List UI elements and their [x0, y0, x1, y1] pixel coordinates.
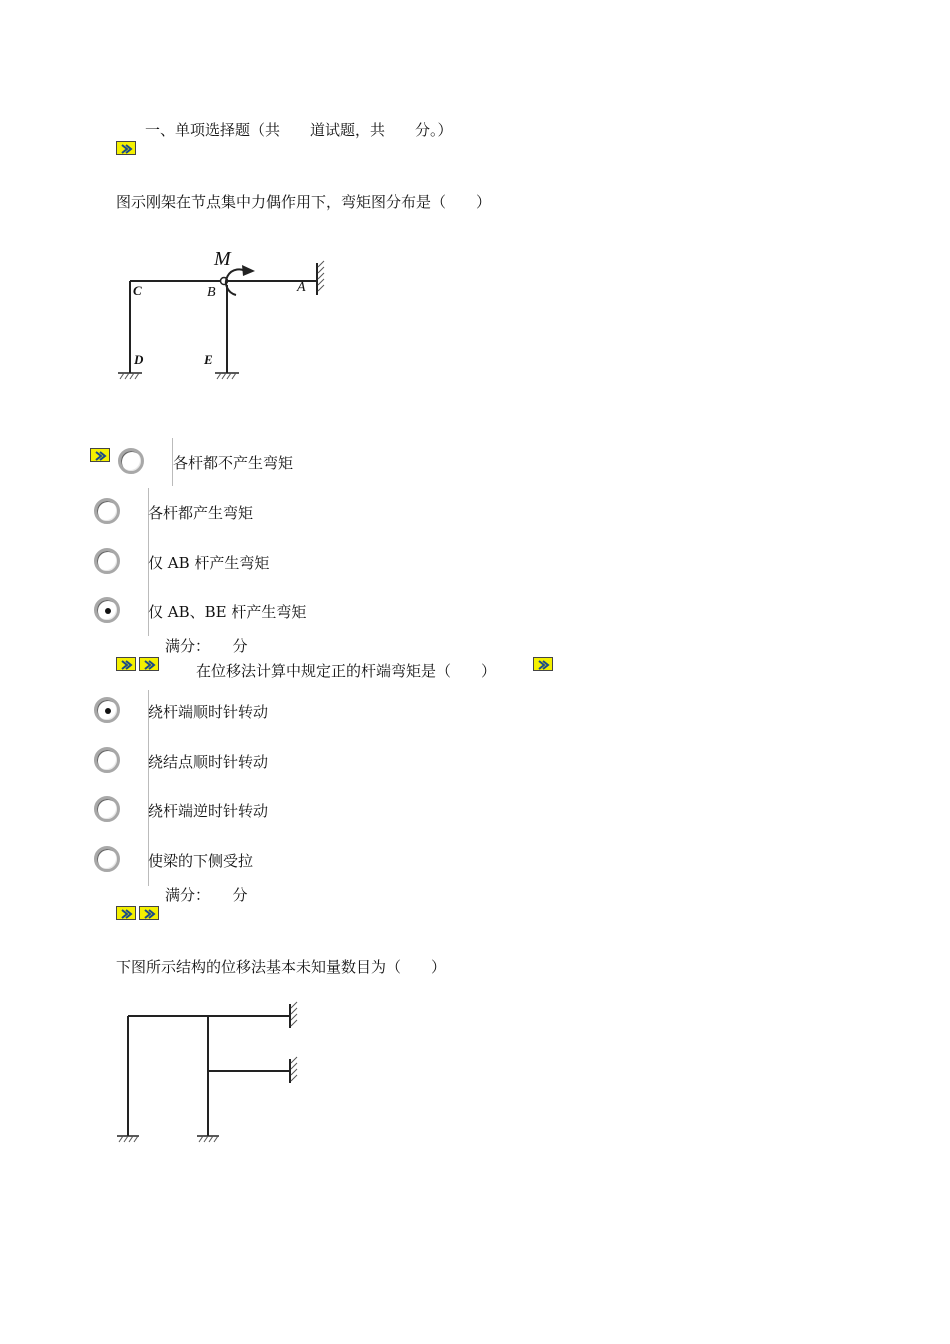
figure-label-e: E — [204, 352, 213, 367]
question-3-prompt: 下图所示结构的位移法基本未知量数目为（ ） — [116, 958, 447, 976]
figure-label-m: M — [214, 248, 231, 270]
bookmark-icon[interactable] — [139, 906, 159, 920]
rigid-frame-figure — [112, 245, 342, 385]
figure-label-a: A — [297, 280, 306, 295]
q1-option-a-label[interactable]: 各杆都不产生弯矩 — [173, 454, 294, 472]
q1-option-d-radio[interactable] — [94, 597, 120, 623]
bookmark-icon[interactable] — [139, 657, 159, 671]
q1-option-b-label[interactable]: 各杆都产生弯矩 — [148, 504, 254, 522]
figure-label-c: C — [133, 283, 142, 298]
bookmark-icon[interactable] — [116, 141, 136, 155]
question-2-prompt: 在位移法计算中规定正的杆端弯矩是（ ） — [196, 662, 497, 680]
section-heading: 一、单项选择题（共 道试题，共 分。） — [145, 121, 453, 139]
bookmark-icon[interactable] — [533, 657, 553, 671]
q2-option-c-radio[interactable] — [94, 796, 120, 822]
q1-score: 满分： 分 — [165, 637, 248, 655]
figure-label-b: B — [207, 285, 216, 300]
q2-option-a-radio[interactable] — [94, 697, 120, 723]
figure-label-d: D — [134, 352, 144, 367]
frame-structure-figure — [112, 1000, 312, 1150]
question-1-prompt: 图示刚架在节点集中力偶作用下，弯矩图分布是（ ） — [116, 193, 492, 211]
q2-option-d-radio[interactable] — [94, 846, 120, 872]
bookmark-icon[interactable] — [116, 657, 136, 671]
q1-option-b-radio[interactable] — [94, 498, 120, 524]
q2-option-b-label[interactable]: 绕结点顺时针转动 — [148, 753, 269, 771]
q1-option-a-radio[interactable] — [118, 448, 144, 474]
bookmark-icon[interactable] — [116, 906, 136, 920]
bookmark-icon[interactable] — [90, 448, 110, 462]
q2-option-d-label[interactable]: 使梁的下侧受拉 — [148, 852, 254, 870]
q2-option-b-radio[interactable] — [94, 747, 120, 773]
q2-option-c-label[interactable]: 绕杆端逆时针转动 — [148, 802, 269, 820]
q2-option-a-label[interactable]: 绕杆端顺时针转动 — [148, 703, 269, 721]
q1-option-c-radio[interactable] — [94, 548, 120, 574]
q1-option-c-label[interactable]: 仅 AB 杆产生弯矩 — [148, 554, 270, 572]
q2-score: 满分： 分 — [165, 886, 248, 904]
q1-option-d-label[interactable]: 仅 AB、BE 杆产生弯矩 — [148, 603, 307, 621]
